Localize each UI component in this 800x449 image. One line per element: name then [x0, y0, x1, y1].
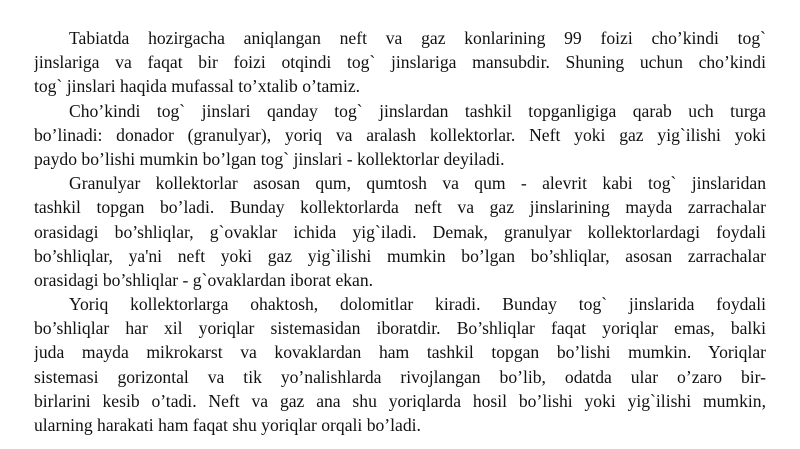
text-line: sistemasi gorizontal va tik yo’nalishlarda rivojlangan bo’lib, odatda ular o’zaro bir-: [34, 366, 766, 387]
text-line: orasidagi bo’shliqlar, g`ovaklar ichida yig`iladi. Demak, granulyar kollektorlardagi foydali: [34, 221, 766, 242]
text-line: Yoriq kollektorlarga ohaktosh, dolomitlar kiradi. Bunday tog` jinslarida foydali: [69, 294, 766, 315]
text-line: bo’linadi: donador (granulyar), yoriq va aralash kollektorlar. Neft yoki gaz yig`ilishi yoki: [34, 124, 766, 145]
text-line: bo’shliqlar, ya'ni neft yoki gaz yig`ilishi mumkin bo’lgan bo’shliqlar, asosan zarrachalar: [34, 245, 766, 266]
text-line: tog` jinslari haqida mufassal to’xtalib o’tamiz.: [34, 76, 361, 97]
paragraph-2: [34, 99, 766, 172]
paragraph-1: [34, 26, 766, 99]
text-line: paydo bo’lishi mumkin bo’lgan tog` jinslari - kollektorlar deyiladi.: [34, 148, 505, 169]
text-line: birlarini kesib o’tadi. Neft va gaz ana shu yoriqlarda hosil bo’lishi yoki yig`ilishi mumkin,: [34, 390, 766, 411]
text-line: ularning harakati ham faqat shu yoriqlar orqali bo’ladi.: [34, 415, 421, 435]
text-line: juda mayda mikrokarst va kovaklardan ham tashkil topgan bo’lishi mumkin. Yoriqlar: [34, 342, 766, 363]
document-body: [34, 26, 766, 437]
text-line: Granulyar kollektorlar asosan qum, qumtosh va qum - alevrit kabi tog` jinslaridan: [69, 173, 766, 194]
text-line: Cho’kindi tog` jinslari qanday tog` jinslardan tashkil topganligiga qarab uch turga: [69, 100, 766, 121]
paragraph-4: [34, 292, 766, 437]
paragraph-3: [34, 171, 766, 292]
text-line: tashkil topgan bo’ladi. Bunday kollektorlarda neft va gaz jinslarining mayda zarrachalar: [34, 197, 766, 218]
text-line: bo’shliqlar har xil yoriqlar sistemasidan iboratdir. Bo’shliqlar faqat yoriqlar emas, balki: [34, 318, 766, 339]
text-line: Tabiatda hozirgacha aniqlangan neft va gaz konlarining 99 foizi cho’kindi tog`: [69, 28, 766, 48]
text-line: jinslariga va faqat bir foizi otqindi tog` jinslariga mansubdir. Shuning uchun cho’kindi: [34, 52, 766, 73]
text-line: orasidagi bo’shliqlar - g`ovaklardan iborat ekan.: [34, 269, 374, 290]
